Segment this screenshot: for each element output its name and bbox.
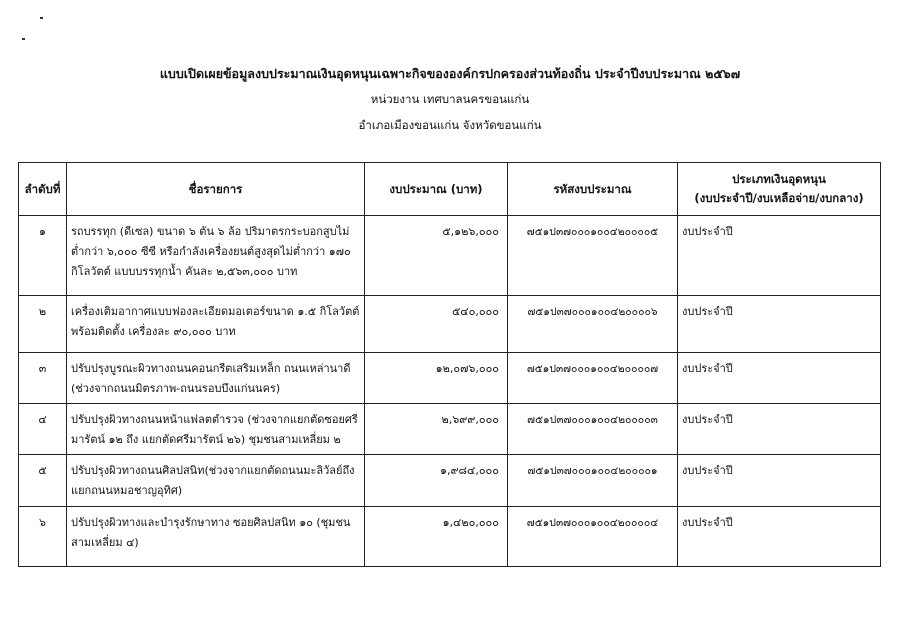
col-header-type-line2: (งบประจำปี/งบเหลือจ่าย/งบกลาง) [694, 191, 864, 205]
row-no: ๕ [19, 455, 67, 507]
table-row [19, 296, 881, 353]
row-type: งบประจำปี [678, 216, 881, 296]
row-no: ๓ [19, 353, 67, 404]
col-header-code: รหัสงบประมาณ [508, 163, 678, 216]
row-budget: ๑,๔๒๐,๐๐๐ [365, 507, 508, 567]
row-no: ๔ [19, 404, 67, 455]
col-header-type-line1: ประเภทเงินอุดหนุน [732, 172, 826, 186]
row-name: ปรับปรุงบูรณะผิวทางถนนคอนกรีตเสริมเหล็ก ถนนเหล่านาดี (ช่วงจากถนนมิตรภาพ-ถนนรอบบึงแก่นนคร) [67, 353, 365, 404]
table-row [19, 404, 881, 455]
row-budget: ๑,๙๘๔,๐๐๐ [365, 455, 508, 507]
table-row [19, 455, 881, 507]
col-header-budget: งบประมาณ (บาท) [365, 163, 508, 216]
scan-mark [22, 38, 25, 40]
col-header-type [678, 163, 881, 216]
row-type: งบประจำปี [678, 455, 881, 507]
row-code: ๗๕๑ป๓๗๐๐๐๑๐๐๔๒๐๐๐๐๗ [508, 353, 678, 404]
row-name: ปรับปรุงผิวทางถนนหน้าแฟลตตำรวจ (ช่วงจากแยกตัดซอยศรีมารัตน์ ๑๒ ถึง แยกตัดศรีมารัตน์ ๒๖) ชุมชนสามเหลี่ยม ๒ [67, 404, 365, 455]
document-title: แบบเปิดเผยข้อมูลงบประมาณเงินอุดหนุนเฉพาะกิจขององค์กรปกครองส่วนท้องถิ่น ประจำปีงบประมาณ ๒๕๖๗ [159, 66, 741, 81]
col-header-name: ชื่อรายการ [67, 163, 365, 216]
row-type: งบประจำปี [678, 404, 881, 455]
table-row [19, 507, 881, 567]
row-code: ๗๕๑ป๓๗๐๐๐๑๐๐๔๒๐๐๐๐๖ [508, 296, 678, 353]
table-row [19, 216, 881, 296]
row-budget: ๑๒,๐๗๖,๐๐๐ [365, 353, 508, 404]
row-name: รถบรรทุก (ดีเซล) ขนาด ๖ ตัน ๖ ล้อ ปริมาตรกระบอกสูบไม่ต่ำกว่า ๖,๐๐๐ ซีซี หรือกำลังเครื่องยนต์สูงสุดไม่ต่ำกว่า ๑๗๐ กิโลวัตต์ แบบบรรทุกน้ำ คันละ ๒,๕๖๓,๐๐๐ บาท [67, 216, 365, 296]
budget-table [18, 162, 881, 567]
row-name: ปรับปรุงผิวทางถนนศิลปสนิท(ช่วงจากแยกตัดถนนมะลิวัลย์ถึงแยกถนนหมอชาญอุทิศ) [67, 455, 365, 507]
location-line: อำเภอเมืองขอนแก่น จังหวัดขอนแก่น [358, 118, 542, 132]
row-type: งบประจำปี [678, 296, 881, 353]
row-code: ๗๕๑ป๓๗๐๐๐๑๐๐๔๒๐๐๐๐๕ [508, 216, 678, 296]
row-budget: ๕๔๐,๐๐๐ [365, 296, 508, 353]
row-code: ๗๕๑ป๓๗๐๐๐๑๐๐๔๒๐๐๐๐๔ [508, 507, 678, 567]
row-code: ๗๕๑ป๓๗๐๐๐๑๐๐๔๒๐๐๐๐๑ [508, 455, 678, 507]
col-header-no: ลำดับที่ [19, 163, 67, 216]
agency-line: หน่วยงาน เทศบาลนครขอนแก่น [370, 92, 530, 106]
table-row [19, 353, 881, 404]
row-name: เครื่องเติมอากาศแบบฟองละเอียดมอเตอร์ขนาด ๑.๕ กิโลวัตต์ พร้อมติดตั้ง เครื่องละ ๙๐,๐๐๐ บาท [67, 296, 365, 353]
row-code: ๗๕๑ป๓๗๐๐๐๑๐๐๔๒๐๐๐๐๓ [508, 404, 678, 455]
row-type: งบประจำปี [678, 507, 881, 567]
scan-mark [40, 17, 43, 19]
row-name: ปรับปรุงผิวทางและบำรุงรักษาทาง ซอยศิลปสนิท ๑๐ (ชุมชนสามเหลี่ยม ๔) [67, 507, 365, 567]
row-no: ๖ [19, 507, 67, 567]
row-no: ๒ [19, 296, 67, 353]
row-budget: ๒,๖๙๙,๐๐๐ [365, 404, 508, 455]
row-no: ๑ [19, 216, 67, 296]
table-header-row [19, 163, 881, 216]
row-type: งบประจำปี [678, 353, 881, 404]
row-budget: ๕,๑๒๖,๐๐๐ [365, 216, 508, 296]
